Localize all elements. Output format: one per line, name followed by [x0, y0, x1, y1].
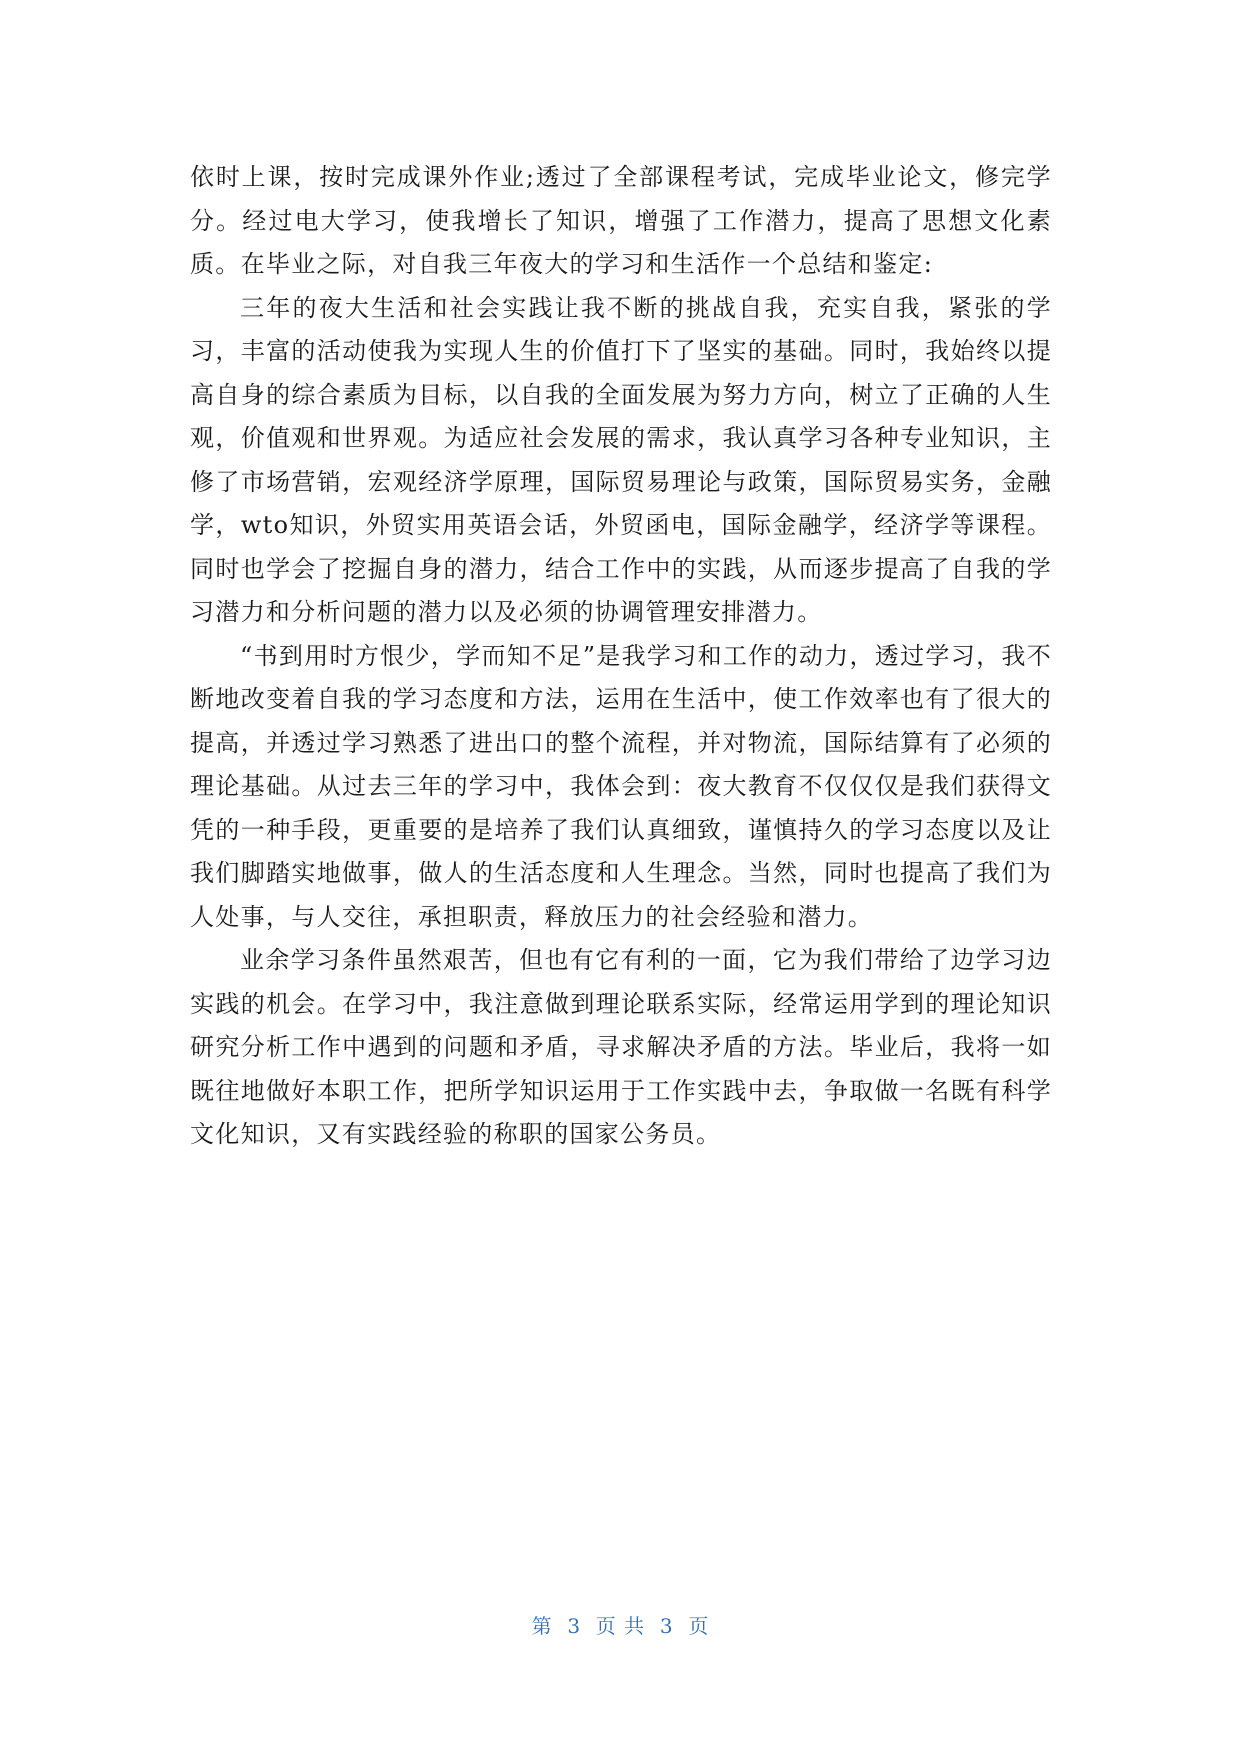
document-body	[190, 156, 1052, 1157]
paragraph-3: “书到用时方恨少，学而知不足”是我学习和工作的动力，透过学习，我不断地改变着自我的学习态度和方法，运用在生活中，使工作效率也有了很大的提高，并透过学习熟悉了进出口的整个流程，并对物流，国际结算有了必须的理论基础。从过去三年的学习中，我体会到：夜大教育不仅仅仅是我们获得文凭的一种手段，更重要的是培养了我们认真细致，谨慎持久的学习态度以及让我们脚踏实地做事，做人的生活态度和人生理念。当然，同时也提高了我们为人处事，与人交往，承担职责，释放压力的社会经验和潜力。	[190, 641, 1052, 931]
paragraph-1: 依时上课，按时完成课外作业;透过了全部课程考试，完成毕业论文，修完学分。经过电大学习，使我增长了知识，增强了工作潜力，提高了思想文化素质。在毕业之际，对自我三年夜大的学习和生活作一个总结和鉴定:	[190, 163, 1052, 278]
page-number-footer: 第 3 页 共 3 页	[531, 1614, 710, 1638]
paragraph-2: 三年的夜大生活和社会实践让我不断的挑战自我，充实自我，紧张的学习，丰富的活动使我为实现人生的价值打下了坚实的基础。同时，我始终以提高自身的综合素质为目标，以自我的全面发展为努力方向，树立了正确的人生观，价值观和世界观。为适应社会发展的需求，我认真学习各种专业知识，主修了市场营销，宏观经济学原理，国际贸易理论与政策，国际贸易实务，金融学，wto知识，外贸实用英语会话，外贸函电，国际金融学，经济学等课程。同时也学会了挖掘自身的潜力，结合工作中的实践，从而逐步提高了自我的学习潜力和分析问题的潜力以及必须的协调管理安排潜力。	[190, 293, 1052, 626]
paragraph-4: 业余学习条件虽然艰苦，但也有它有利的一面，它为我们带给了边学习边实践的机会。在学习中，我注意做到理论联系实际，经常运用学到的理论知识研究分析工作中遇到的问题和矛盾，寻求解决矛盾的方法。毕业后，我将一如既往地做好本职工作，把所学知识运用于工作实践中去，争取做一名既有科学文化知识，又有实践经验的称职的国家公务员。	[190, 946, 1052, 1148]
